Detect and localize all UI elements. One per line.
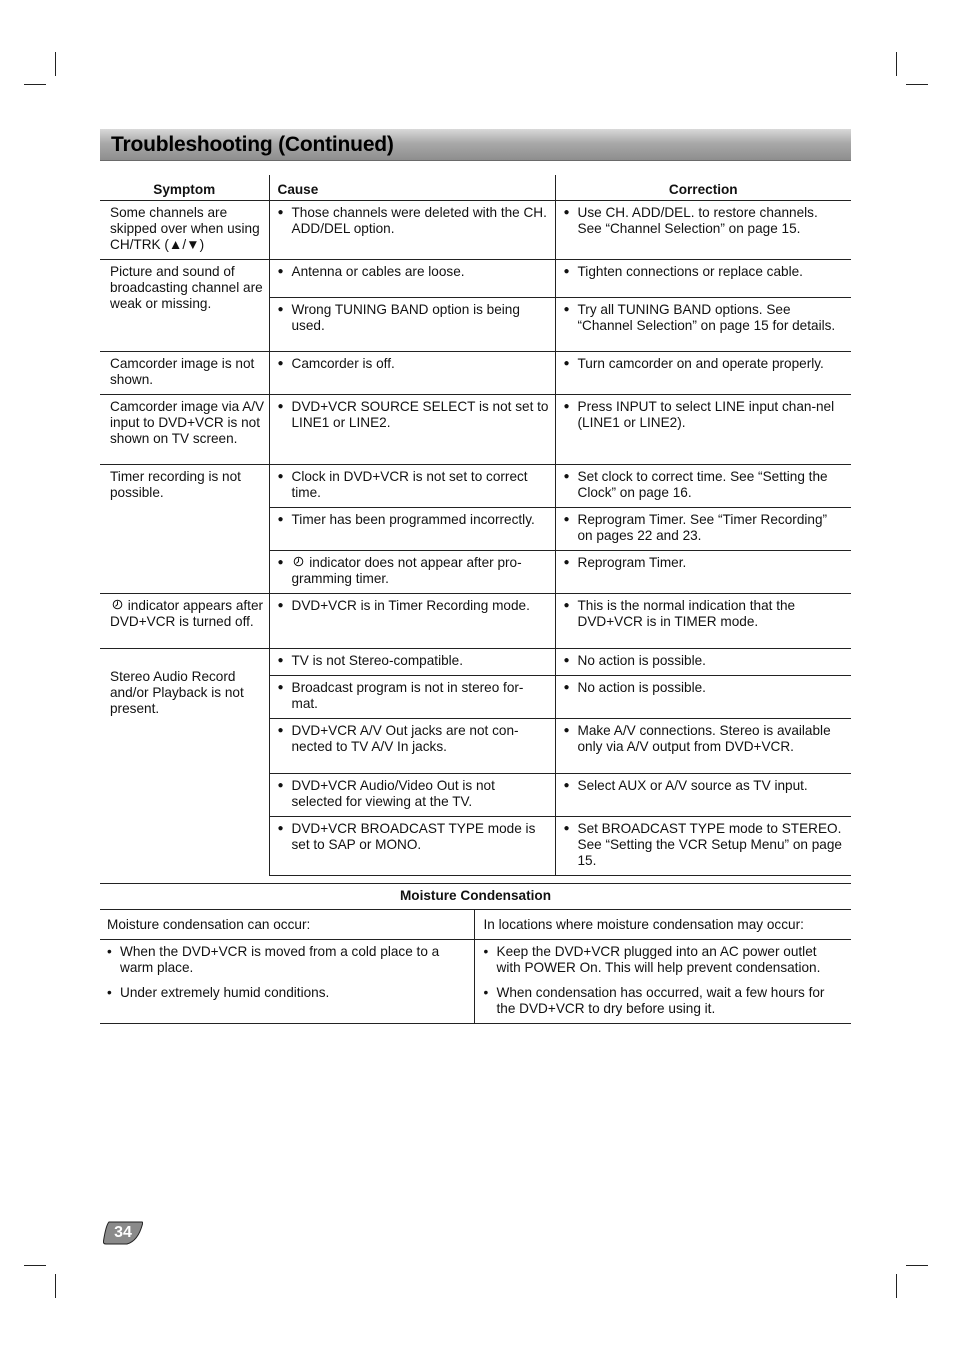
bullet-icon: ●: [277, 471, 284, 482]
moisture-table: [100, 909, 851, 1024]
cause-cell: ● indicator does not appear after pro-gramming timer.: [269, 551, 555, 594]
bullet-icon: ●: [277, 358, 284, 369]
list-item: • Under extremely humid conditions.: [107, 985, 330, 1000]
moisture-section-title: Moisture Condensation: [100, 883, 851, 910]
table-row: [100, 594, 851, 649]
bullet-icon: ●: [563, 557, 570, 568]
table-row: [100, 352, 851, 395]
symptom-cell: Camcorder image via A/V input to DVD+VCR is not shown on TV screen.: [100, 395, 269, 465]
correction-cell: ● Reprogram Timer. See “Timer Recording” on pages 22 and 23.: [555, 508, 851, 551]
cause-cell: ● DVD+VCR SOURCE SELECT is not set to LINE1 or LINE2.: [269, 395, 555, 465]
bullet-icon: ●: [563, 401, 570, 412]
bullet-icon: ●: [563, 304, 570, 315]
moisture-right-list: [474, 940, 851, 1024]
bullet-icon: ●: [563, 725, 570, 736]
crop-mark: [24, 84, 46, 85]
correction-cell: ● Try all TUNING BAND options. See “Channel Selection” on page 15 for details.: [555, 298, 851, 352]
list-item: • Keep the DVD+VCR plugged into an AC power outlet with POWER On. This will help prevent condensation.: [483, 944, 821, 975]
symptom-cell: Stereo Audio Record and/or Playback is not present.: [100, 649, 269, 876]
correction-cell: ● Turn camcorder on and operate properly.: [555, 352, 851, 395]
cause-cell: ● Camcorder is off.: [269, 352, 555, 395]
bullet-icon: ●: [277, 600, 284, 611]
cause-cell: ● Clock in DVD+VCR is not set to correct time.: [269, 465, 555, 508]
crop-mark: [906, 84, 928, 85]
crop-mark: [55, 52, 56, 76]
cause-cell: ● Antenna or cables are loose.: [269, 260, 555, 298]
cause-cell: ● TV is not Stereo-compatible.: [269, 649, 555, 676]
bullet-icon: ●: [277, 655, 284, 666]
bullet-icon: ●: [277, 266, 284, 277]
symptom-cell: Camcorder image is not shown.: [100, 352, 269, 395]
moisture-left-header: Moisture condensation can occur:: [100, 910, 474, 940]
crop-mark: [896, 1274, 897, 1298]
bullet-icon: ●: [277, 725, 284, 736]
bullet-icon: ●: [277, 682, 284, 693]
crop-mark: [55, 1274, 56, 1298]
bullet-icon: ●: [277, 304, 284, 315]
cause-cell: ● DVD+VCR Audio/Video Out is not selected for viewing at the TV.: [269, 774, 555, 817]
bullet-icon: ●: [563, 358, 570, 369]
bullet-icon: ●: [563, 514, 570, 525]
symptom-cell: Timer recording is not possible.: [100, 465, 269, 594]
symptom-cell: indicator appears after DVD+VCR is turned off.: [100, 594, 269, 649]
page-number-badge: [103, 1221, 143, 1245]
correction-cell: ● Make A/V connections. Stereo is available only via A/V output from DVD+VCR.: [555, 719, 851, 774]
correction-cell: ● No action is possible.: [555, 676, 851, 719]
bullet-icon: ●: [563, 655, 570, 666]
correction-cell: ● Use CH. ADD/DEL. to restore channels. See “Channel Selection” on page 15.: [555, 201, 851, 260]
bullet-icon: ●: [277, 207, 284, 218]
cause-cell: ● Wrong TUNING BAND option is being used.: [269, 298, 555, 352]
bullet-icon: ●: [563, 780, 570, 791]
bullet-icon: ●: [563, 266, 570, 277]
moisture-left-list: [100, 940, 474, 1024]
correction-cell: ● Tighten connections or replace cable.: [555, 260, 851, 298]
symptom-cell: Picture and sound of broadcasting channel are weak or missing.: [100, 260, 269, 352]
bullet-icon: ●: [277, 401, 284, 412]
bullet-icon: ●: [563, 207, 570, 218]
correction-cell: ● This is the normal indication that the DVD+VCR is in TIMER mode.: [555, 594, 851, 649]
bullet-icon: ●: [563, 600, 570, 611]
timer-indicator-icon: [292, 555, 306, 571]
cause-cell: ● DVD+VCR is in Timer Recording mode.: [269, 594, 555, 649]
bullet-icon: ●: [277, 780, 284, 791]
crop-mark: [24, 1265, 46, 1266]
timer-indicator-icon: [110, 598, 124, 614]
page-title: Troubleshooting (Continued): [111, 133, 394, 156]
bullet-icon: ●: [277, 557, 284, 568]
troubleshooting-table: [100, 175, 851, 876]
table-row: [100, 910, 851, 940]
list-item: • When the DVD+VCR is moved from a cold place to a warm place.: [107, 944, 440, 975]
page-number: 34: [114, 1224, 132, 1241]
correction-cell: ● No action is possible.: [555, 649, 851, 676]
list-item: • When condensation has occurred, wait a few hours for the DVD+VCR to dry before using it.: [483, 985, 825, 1016]
header-symptom: Symptom: [100, 175, 269, 201]
bullet-icon: ●: [277, 514, 284, 525]
crop-mark: [896, 52, 897, 76]
header-cause: Cause: [269, 175, 555, 201]
correction-cell: ● Reprogram Timer.: [555, 551, 851, 594]
bullet-icon: ●: [277, 823, 284, 834]
cause-cell: ● Broadcast program is not in stereo for-mat.: [269, 676, 555, 719]
correction-cell: ● Select AUX or A/V source as TV input.: [555, 774, 851, 817]
page-title-bar: [100, 129, 851, 161]
table-row: [100, 465, 851, 508]
table-row: [100, 395, 851, 465]
symptom-cell: Some channels are skipped over when using CH/TRK (▲/▼): [110, 205, 260, 252]
table-row: [100, 940, 851, 1024]
header-correction: Correction: [555, 175, 851, 201]
table-row: [100, 649, 851, 676]
cause-cell: ● DVD+VCR BROADCAST TYPE mode is set to SAP or MONO.: [269, 817, 555, 876]
cause-cell: ● Timer has been programmed incorrectly.: [269, 508, 555, 551]
correction-cell: ● Set clock to correct time. See “Setting the Clock” on page 16.: [555, 465, 851, 508]
cause-cell: ● Those channels were deleted with the CH. ADD/DEL option.: [269, 201, 555, 260]
table-row: [100, 260, 851, 298]
table-row: [100, 201, 851, 260]
cause-cell: ● DVD+VCR A/V Out jacks are not con-nected to TV A/V In jacks.: [269, 719, 555, 774]
crop-mark: [906, 1265, 928, 1266]
moisture-right-header: In locations where moisture condensation may occur:: [474, 910, 851, 940]
bullet-icon: ●: [563, 682, 570, 693]
bullet-icon: ●: [563, 471, 570, 482]
correction-cell: ● Press INPUT to select LINE input chan-nel (LINE1 or LINE2).: [555, 395, 851, 465]
bullet-icon: ●: [563, 823, 570, 834]
correction-cell: ● Set BROADCAST TYPE mode to STEREO. See “Setting the VCR Setup Menu” on page 15.: [555, 817, 851, 876]
